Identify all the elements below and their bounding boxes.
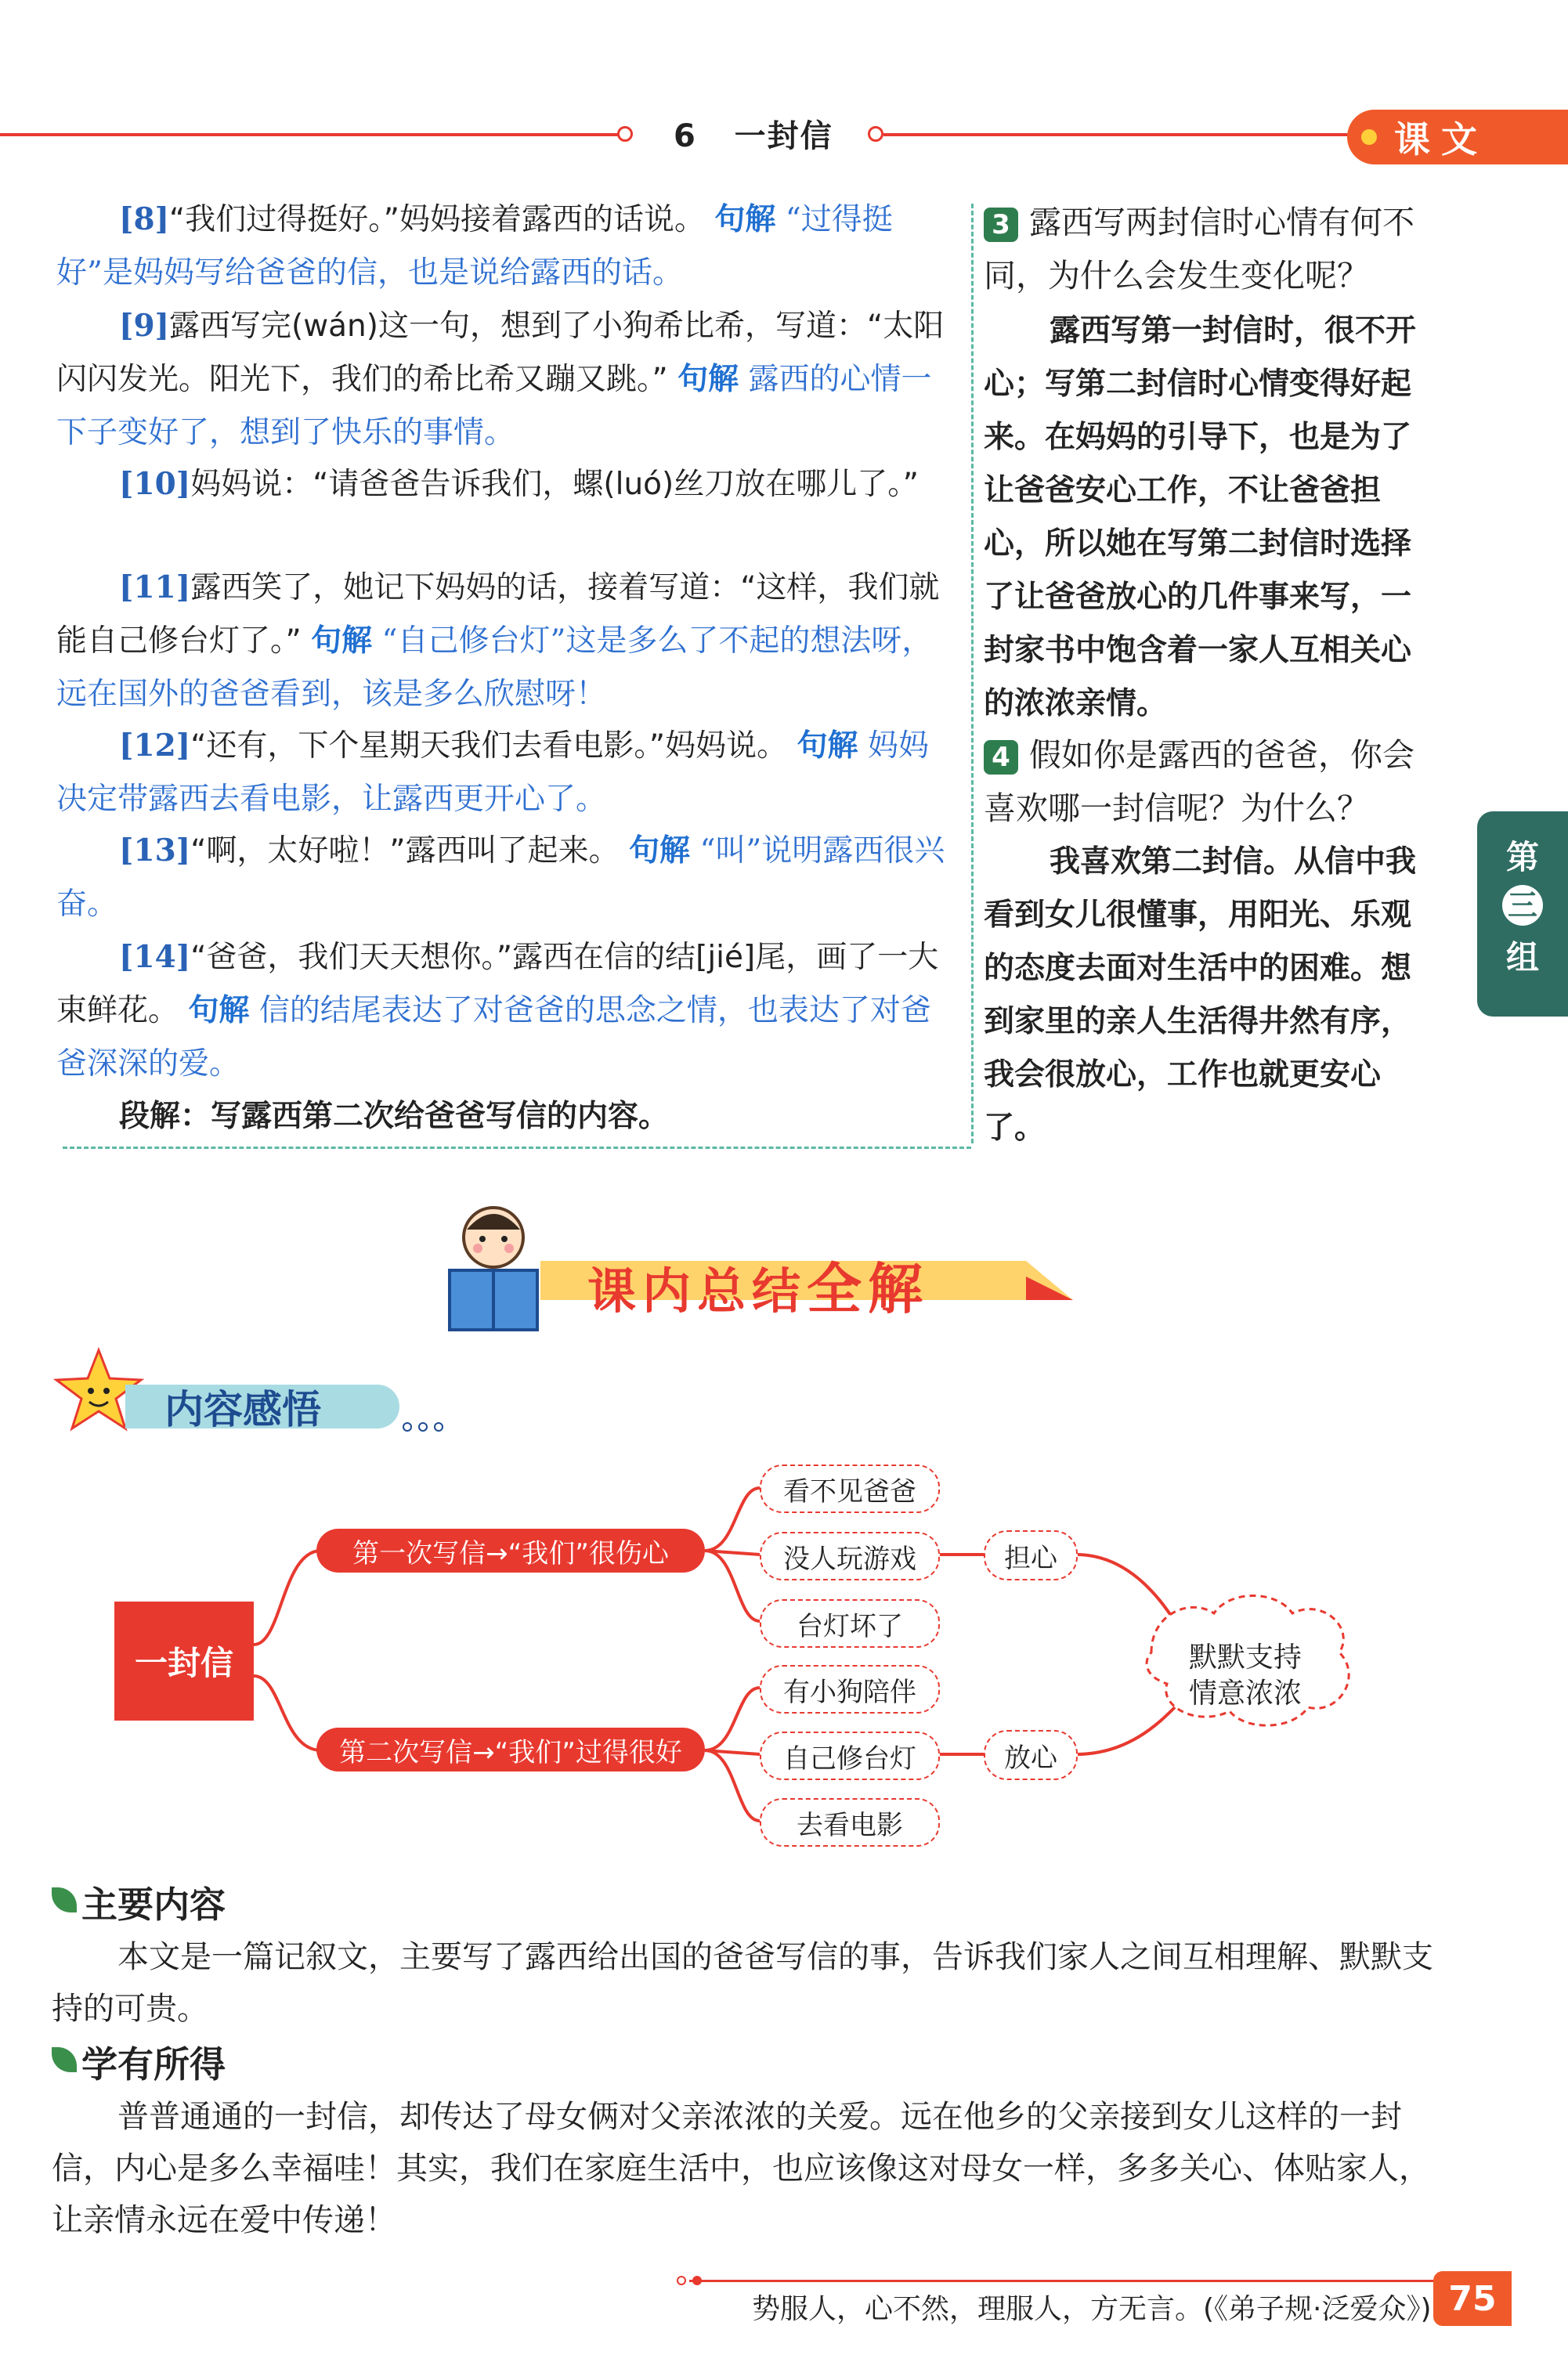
column-bottom-border	[63, 1139, 971, 1149]
mindmap-branch-first-letter: 第一次写信→“我们”很伤心	[316, 1529, 705, 1573]
main-content-text: 本文是一篇记叙文，主要写了露西给出国的爸爸写信的事，告诉我们家人之间互相理解、默默支持的可贵。	[52, 1939, 1433, 2027]
question-number-badge: 4	[984, 740, 1018, 775]
paragraph-9: [9]露西写完(wán)这一句，想到了小狗希比希，写道：“太阳闪闪发光。阳光下，我们的希比希又蹦又跳。” 句解 露西的心情一下子变好了，想到了快乐的事情。	[56, 308, 945, 450]
footer-rule	[689, 2280, 1441, 2282]
mindmap-leaf: 自己修台灯	[760, 1732, 940, 1780]
paragraph-14: [14]“爸爸，我们天天想你。”露西在信的结[jié]尾，画了一大束鲜花。 句解 信的结尾表达了对爸爸的思念之情，也表达了对爸爸深深的爱。	[56, 939, 939, 1082]
mindmap-branch-second-letter: 第二次写信→“我们”过得很好	[316, 1728, 705, 1772]
question-3: 3 露西写两封信时心情有何不同，为什么会发生变化呢？	[984, 204, 1414, 294]
page-header-title: 6 一封信	[674, 118, 833, 154]
reading-boy-icon	[439, 1198, 548, 1339]
learned-heading: 学有所得	[81, 2043, 226, 2086]
paragraph-10: [10]妈妈说：“请爸爸告诉我们，螺(luó)丝刀放在哪儿了。”	[119, 466, 919, 502]
mindmap-worry: 担心	[984, 1530, 1078, 1580]
mindmap-center: 一封信	[114, 1602, 254, 1721]
paragraph-11: [11]露西笑了，她记下妈妈的话，接着写道：“这样，我们就能自己修台灯了。” 句解 “自己修台灯”这是多么了不起的想法呀，远在国外的爸爸看到，该是多么欣慰呀！	[56, 569, 940, 712]
mindmap-leaf: 没人玩游戏	[760, 1532, 940, 1580]
mindmap-leaf: 有小狗陪伴	[760, 1665, 940, 1714]
paragraph-8: [8]“我们过得挺好。”妈妈接着露西的话说。 句解 “过得挺好”是妈妈写给爸爸的信，也是说给露西的话。	[56, 201, 893, 291]
header-rule-right	[883, 133, 1353, 136]
mindmap-leaf: 看不见爸爸	[760, 1465, 940, 1513]
paragraph-13: [13]“啊，太好啦！”露西叫了起来。 句解 “叫”说明露西很兴奋。	[56, 832, 945, 922]
section-tab-dot	[1361, 129, 1377, 145]
learned-text: 普普通通的一封信，却传达了母女俩对父亲浓浓的关爱。远在他乡的父亲接到女儿这样的一封信，内心是多么幸福哇！其实，我们在家庭生活中，也应该像这对母女一样，多多关心、体贴家人，让亲情永远在爱中传递！	[52, 2099, 1430, 2238]
leaf-icon	[52, 1887, 77, 1912]
unit-side-tab: 第 三 组	[1477, 811, 1568, 1017]
dots-decoration	[399, 1419, 454, 1435]
paragraph-12: [12]“还有，下个星期天我们去看电影。”妈妈说。 句解 妈妈决定带露西去看电影，让露西更开心了。	[56, 728, 929, 817]
page-number: 75	[1433, 2271, 1512, 2326]
mindmap-relief: 放心	[984, 1730, 1078, 1780]
question-number-badge: 3	[984, 208, 1018, 242]
segment-summary: 段解：写露西第二次给爸爸写信的内容。	[119, 1099, 670, 1134]
section-tab: 课文	[1347, 110, 1568, 164]
mindmap-leaf: 去看电影	[760, 1798, 940, 1847]
footer-quote: 势服人，心不然，理服人，方无言。(《弟子规·泛爱众》)	[752, 2293, 1432, 2325]
header-rule-dot-right	[868, 126, 883, 142]
mindmap-conclusion: 默默支持 情意浓浓	[1188, 1641, 1302, 1710]
column-divider	[971, 204, 974, 1143]
subheading-content-insight: 内容感悟	[164, 1387, 321, 1432]
section-title: 课内总结全解	[587, 1257, 930, 1321]
answer-3: 露西写第一封信时，很不开心；写第二封信时心情变得好起来。在妈妈的引导下，也是为了让爸爸安心工作，不让爸爸担心，所以她在写第二封信时选择了让爸爸放心的几件事来写，一封家书中饱含着一家人互相关心的浓浓亲情。	[984, 312, 1417, 721]
main-content-heading: 主要内容	[81, 1883, 226, 1926]
mindmap-leaf: 台灯坏了	[760, 1599, 940, 1648]
header-rule-left	[0, 133, 619, 136]
question-4: 4 假如你是露西的爸爸，你会喜欢哪一封信呢？为什么？	[984, 736, 1414, 827]
header-rule-dot-left	[617, 126, 633, 142]
leaf-icon	[52, 2047, 77, 2072]
answer-4: 我喜欢第二封信。从信中我看到女儿很懂事，用阳光、乐观的态度去面对生活中的困难。想到家里的亲人生活得井然有序，我会很放心，工作也就更安心了。	[984, 843, 1417, 1146]
